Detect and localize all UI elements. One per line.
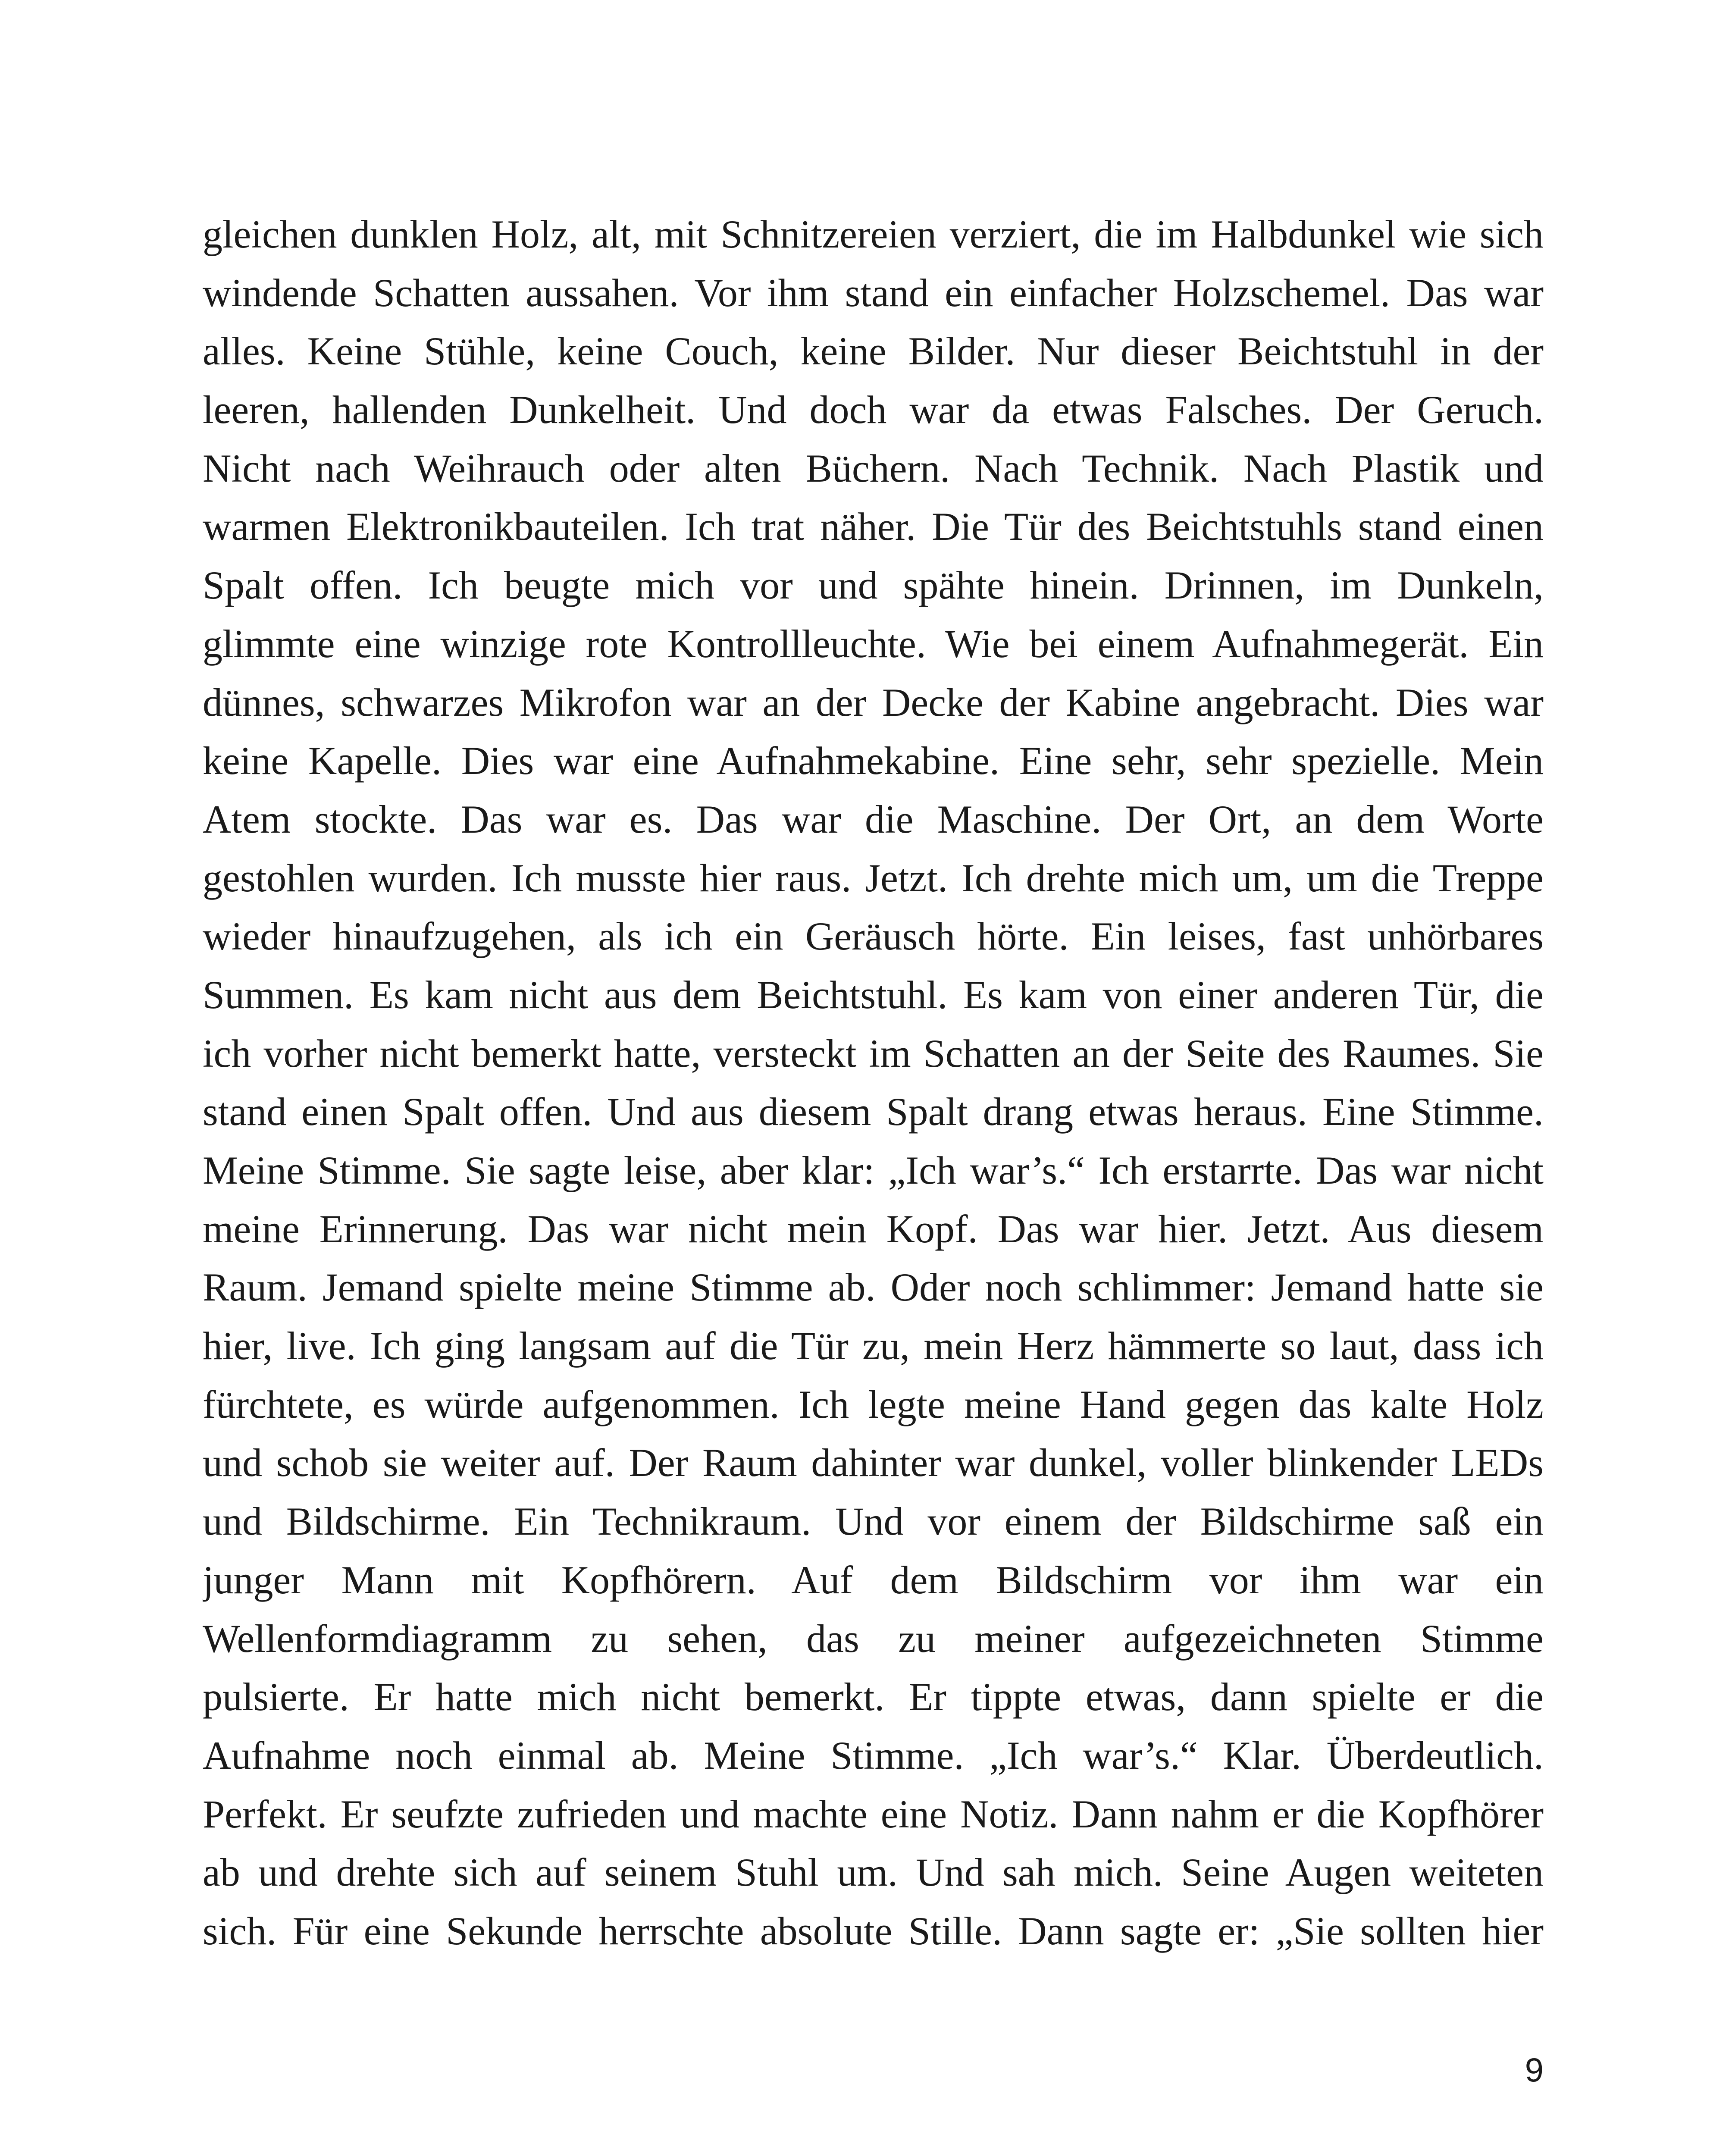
text-line: junger Mann mit Kopfhörern. Auf dem Bildschirm vor ihm war ein [203,1557,1544,1602]
text-line: pulsierte. Er hatte mich nicht bemerkt. Er tippte etwas, dann spielte er die [203,1675,1544,1719]
text-line: fürchtete, es würde aufgenommen. Ich legte meine Hand gegen das kalte Holz [203,1382,1544,1426]
text-line: stand einen Spalt offen. Und aus diesem Spalt drang etwas heraus. Eine Stimme. [203,1090,1544,1134]
body-text [203,205,1544,1961]
text-line: keine Kapelle. Dies war eine Aufnahmekabine. Eine sehr, sehr spezielle. Mein [203,739,1544,783]
text-line: warmen Elektronikbauteilen. Ich trat näher. Die Tür des Beichtstuhls stand einen [203,505,1544,549]
text-line: Wellenformdiagramm zu sehen, das zu meiner aufgezeichneten Stimme [203,1616,1544,1661]
text-line: alles. Keine Stühle, keine Couch, keine Bilder. Nur dieser Beichtstuhl in der [203,329,1544,373]
text-line: sich. Für eine Sekunde herrschte absolute Stille. Dann sagte er: „Sie sollten hier [203,1908,1544,1953]
text-line: hier, live. Ich ging langsam auf die Tür zu, mein Herz hämmerte so laut, dass ich [203,1324,1544,1368]
text-line: windende Schatten aussahen. Vor ihm stand ein einfacher Holzschemel. Das war [203,270,1544,315]
text-line: Spalt offen. Ich beugte mich vor und spähte hinein. Drinnen, im Dunkeln, [203,563,1544,608]
text-line: ab und drehte sich auf seinem Stuhl um. Und sah mich. Seine Augen weiteten [203,1850,1544,1895]
text-line: Summen. Es kam nicht aus dem Beichtstuhl. Es kam von einer anderen Tür, die [203,972,1544,1017]
text-line: Raum. Jemand spielte meine Stimme ab. Oder noch schlimmer: Jemand hatte sie [203,1265,1544,1310]
text-line: gestohlen wurden. Ich musste hier raus. Jetzt. Ich drehte mich um, um die Treppe [203,856,1544,900]
text-line: Meine Stimme. Sie sagte leise, aber klar: „Ich war’s.“ Ich erstarrte. Das war nicht [203,1148,1544,1192]
text-line: ich vorher nicht bemerkt hatte, versteckt im Schatten an der Seite des Raumes. Sie [203,1031,1544,1075]
text-line: Perfekt. Er seufzte zufrieden und machte eine Notiz. Dann nahm er die Kopfhörer [203,1792,1544,1836]
text-line: meine Erinnerung. Das war nicht mein Kopf. Das war hier. Jetzt. Aus diesem [203,1206,1544,1251]
page-number: 9 [1525,2051,1544,2089]
text-line: dünnes, schwarzes Mikrofon war an der Decke der Kabine angebracht. Dies war [203,680,1544,724]
text-line: Atem stockte. Das war es. Das war die Maschine. Der Ort, an dem Worte [203,797,1544,841]
text-line: und Bildschirme. Ein Technikraum. Und vor einem der Bildschirme saß ein [203,1499,1544,1544]
text-line: wieder hinaufzugehen, als ich ein Geräusch hörte. Ein leises, fast unhörbares [203,914,1544,959]
text-line: leeren, hallenden Dunkelheit. Und doch war da etwas Falsches. Der Geruch. [203,388,1544,432]
text-line: und schob sie weiter auf. Der Raum dahinter war dunkel, voller blinkender LEDs [203,1441,1544,1485]
text-line: Nicht nach Weihrauch oder alten Büchern. Nach Technik. Nach Plastik und [203,446,1544,490]
text-line: glimmte eine winzige rote Kontrollleuchte. Wie bei einem Aufnahmegerät. Ein [203,621,1544,666]
text-line: gleichen dunklen Holz, alt, mit Schnitzereien verziert, die im Halbdunkel wie sich [203,212,1544,256]
text-line: Aufnahme noch einmal ab. Meine Stimme. „Ich war’s.“ Klar. Überdeutlich. [203,1733,1544,1777]
